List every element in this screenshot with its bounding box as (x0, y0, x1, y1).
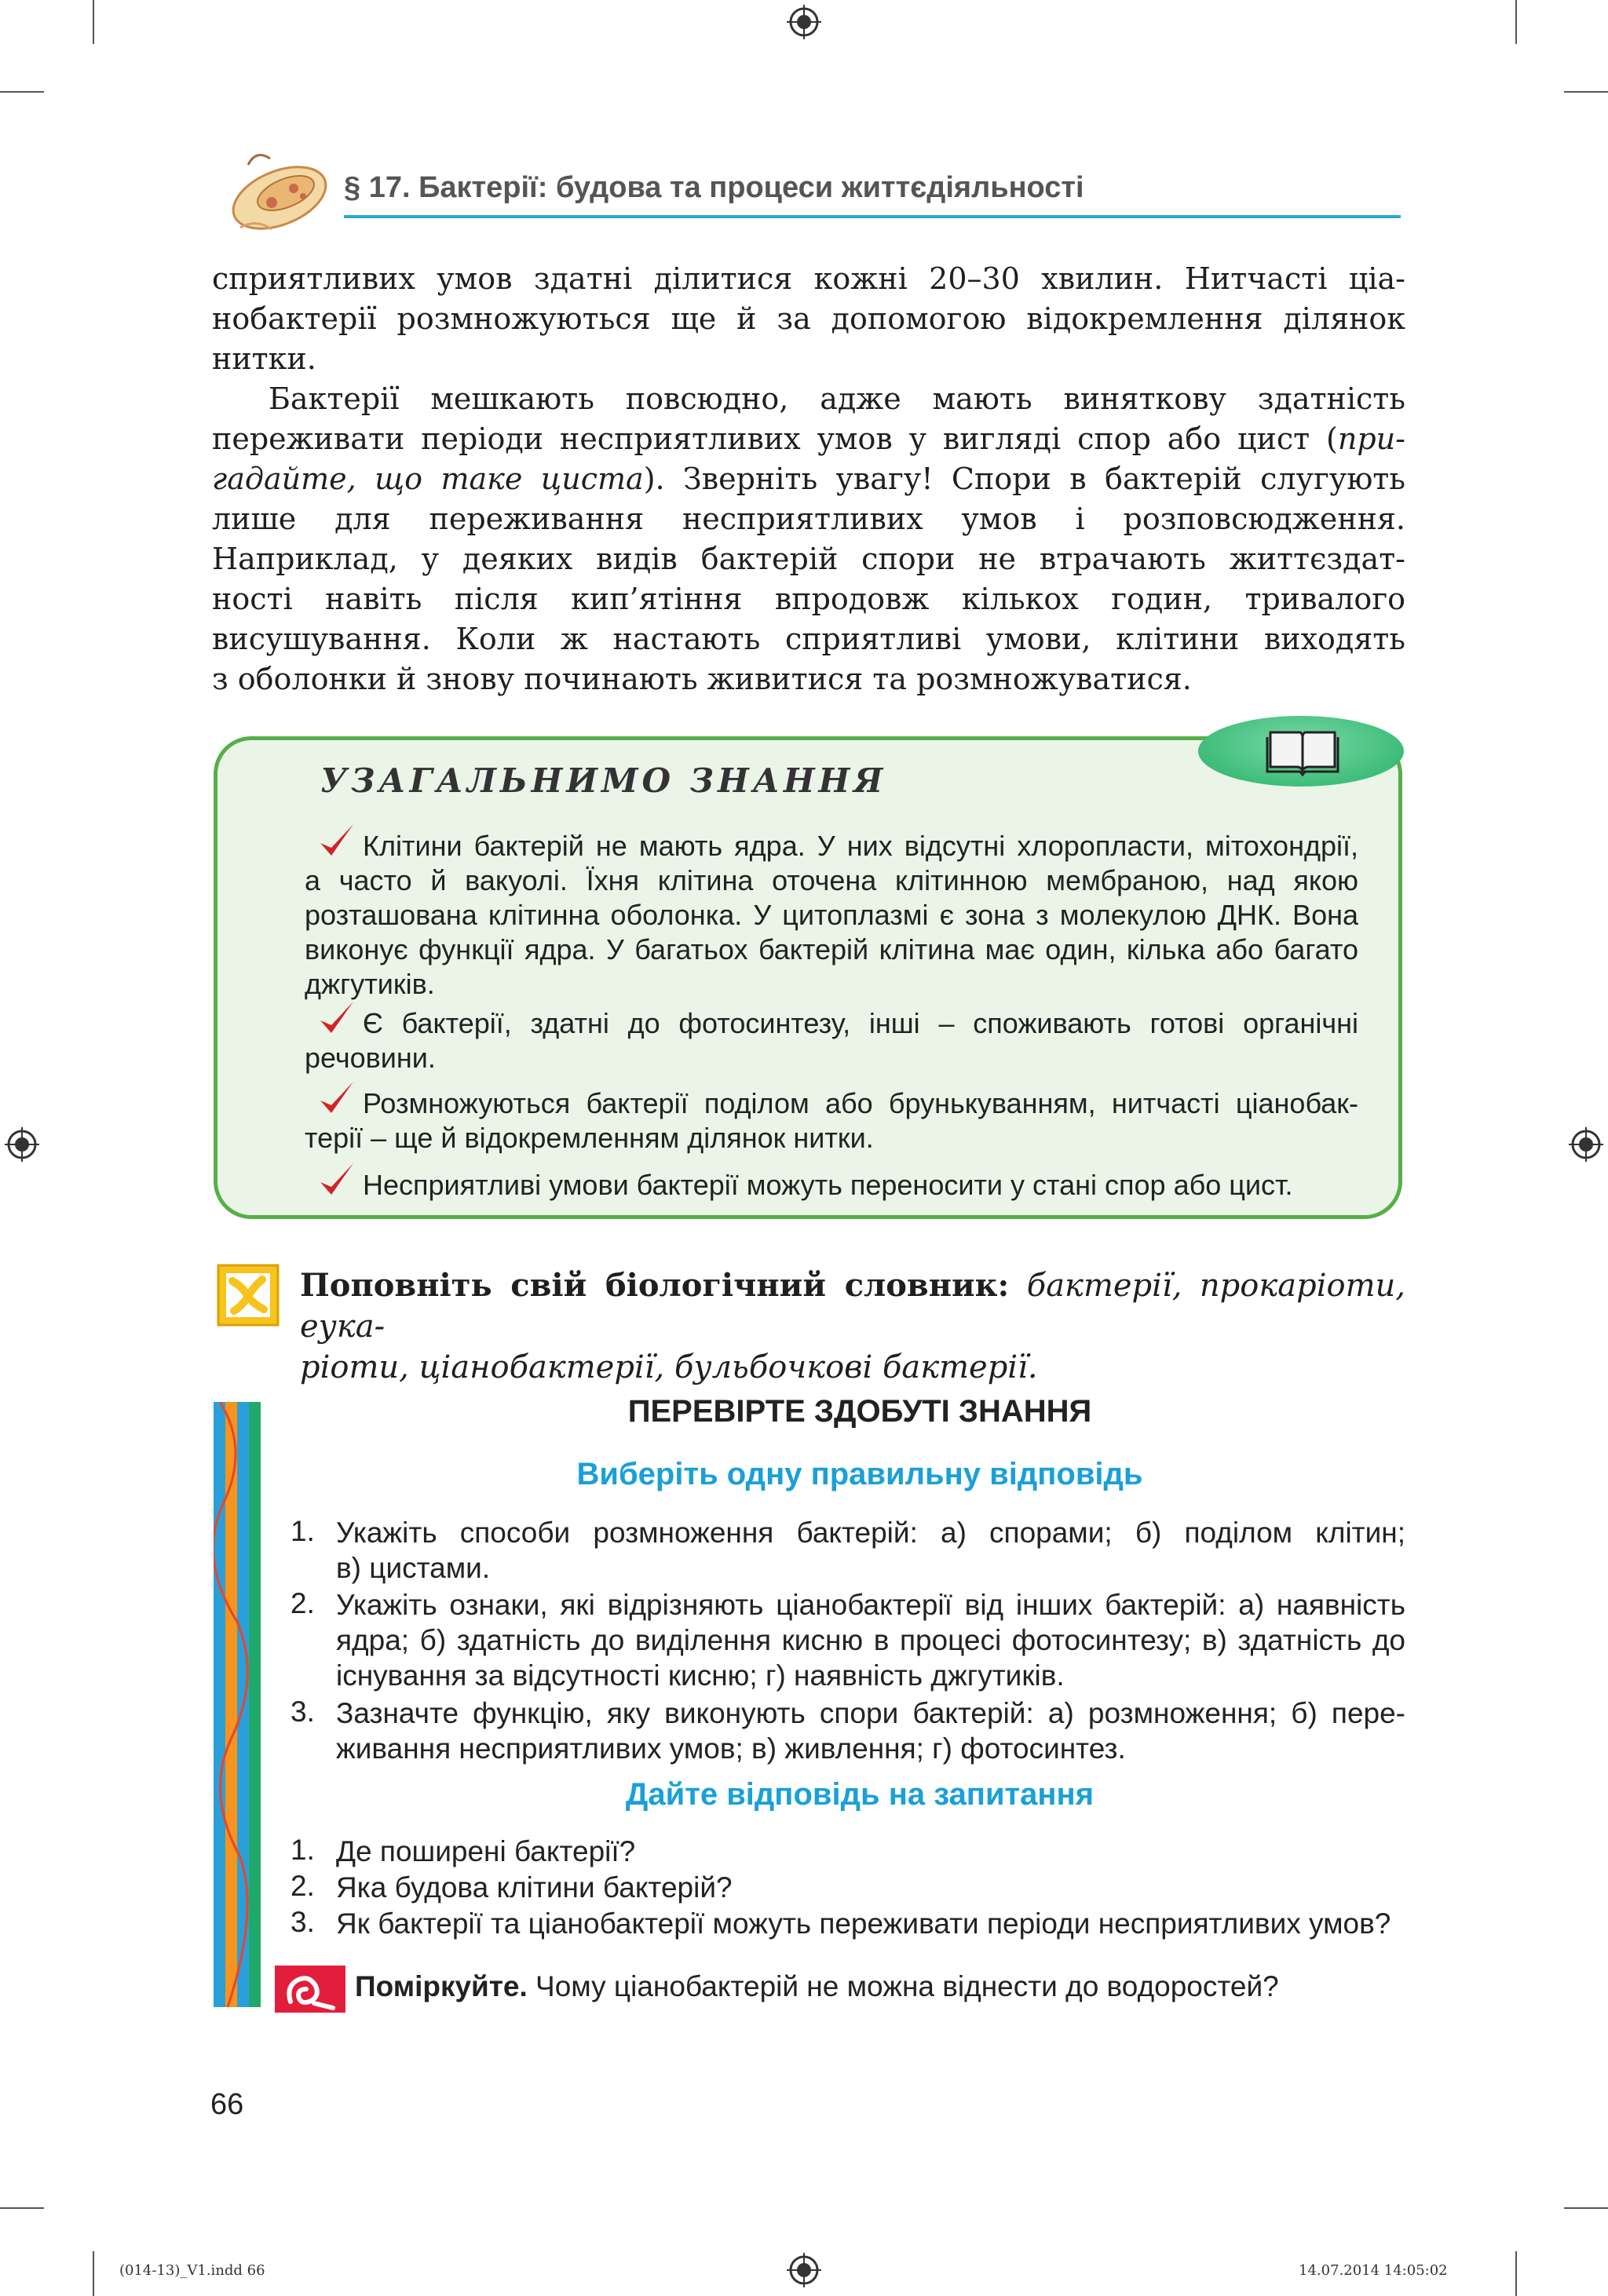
text-span: переживати періоди несприятливих умов у вигляді спор або цист ( (212, 422, 1338, 456)
summary-title: УЗАГАЛЬНИМО ЗНАННЯ (320, 761, 887, 800)
question-line: Де поширені бактерії? (336, 1835, 636, 1867)
checkmark-icon (317, 998, 356, 1038)
summary-item-line: джгутиків. (305, 968, 435, 1000)
registration-mark-icon (787, 2253, 821, 2287)
question-line: існування за відсутності кисню; г) наявність джгутиків. (336, 1659, 1065, 1692)
registration-mark-icon (787, 5, 821, 39)
paragraph-1 (212, 259, 1405, 379)
think-icon (275, 1962, 345, 2014)
crop-mark (1564, 2207, 1608, 2209)
summary-item-line: Несприятливі умови бактерії можуть переносити у стані спор або цист. (363, 1169, 1293, 1201)
dictionary-label: Поповніть свій біологічний словник: (300, 1267, 1010, 1304)
summary-item-line: терії – ще й відокремленням ділянок нитки. (305, 1122, 874, 1154)
footer-timestamp: 14.07.2014 14:05:02 (1299, 2262, 1448, 2279)
text-line: висушування. Коли ж настають сприятливі умови, клітини виходять (212, 622, 1405, 656)
crop-mark (1564, 91, 1608, 93)
text-line: ності навіть після кип’ятіння впродовж кількох годин, тривалого (212, 582, 1405, 616)
crop-mark (93, 2251, 94, 2296)
dictionary-icon (217, 1264, 280, 1327)
italic-span: при- (1337, 422, 1405, 456)
question-number: 2. (291, 1587, 315, 1619)
text-line: нитки. (212, 341, 316, 376)
crop-mark (1515, 2251, 1517, 2296)
text-line (300, 1265, 1405, 1347)
text-line (300, 1347, 1405, 1388)
question-line: Яка будова клітини бактерій? (336, 1871, 733, 1904)
question-line: живання несприятливих умов; в) живлення; г) фотосинтез. (336, 1732, 1126, 1765)
crop-mark (1515, 0, 1517, 44)
header-divider (344, 215, 1401, 218)
question-number: 1. (291, 1515, 315, 1547)
italic-span: гадайте, що таке циста (212, 462, 644, 496)
question-number: 2. (291, 1870, 315, 1902)
text-line: з оболонки й знову починають живитися та розмножуватися. (212, 662, 1192, 696)
question-line: Як бактерії та ціанобактерії можуть переживати періоди несприятливих умов? (336, 1907, 1391, 1940)
think-line (355, 1970, 1279, 2003)
paragraph-2 (212, 379, 1405, 699)
italic-span: бактерії, прокаріоти, еука- (300, 1268, 1405, 1345)
text-line: лише для переживання несприятливих умов і розповсюдження. (212, 502, 1405, 536)
summary-item-line: а часто й вакуолі. Їхня клітина оточена клітинною мембраною, над якою (305, 864, 1358, 896)
text-line (212, 459, 1405, 499)
summary-item-line: Є бактерії, здатні до фотосинтезу, інші – споживають готові органічні (363, 1007, 1358, 1039)
question-line: Зазначте функцію, яку виконують спори бактерій: а) розмноження; б) пере- (336, 1697, 1405, 1729)
check-section-title: ПЕРЕВІРТЕ ЗДОБУТІ ЗНАННЯ (627, 1394, 1092, 1429)
summary-item-line: виконує функції ядра. У багатьох бактерій клітина має один, кілька або багато (305, 933, 1358, 965)
summary-item-line: речовини. (305, 1042, 436, 1074)
text-line (212, 419, 1405, 459)
question-line: ядра; б) здатність до виділення кисню в процесі фотосинтезу; в) здатність до (336, 1624, 1405, 1656)
checkmark-icon (317, 821, 356, 860)
question-line: Укажіть ознаки, які відрізняють ціанобактерії від інших бактерій: а) наявність (336, 1589, 1405, 1621)
dictionary-text (300, 1265, 1405, 1388)
think-question: Чому ціанобактерій не можна віднести до водоростей? (527, 1970, 1279, 2002)
crop-mark (93, 0, 94, 44)
paramecium-illustration-icon (225, 141, 334, 243)
registration-mark-icon (1569, 1127, 1603, 1162)
text-line: Бактерії мешкають повсюдно, адже мають виняткову здатність (269, 381, 1405, 416)
question-line: в) цистами. (336, 1552, 491, 1584)
text-line: нобактерії розмножуються ще й за допомогою відокремлення ділянок (212, 301, 1405, 336)
footer-file-info: (014-13)_V1.indd 66 (119, 2262, 265, 2279)
text-line: Наприклад, у деяких видів бактерій спори не втрачають життєздат- (212, 542, 1405, 576)
italic-span: ріоти, ціанобактерії, бульбочкові бактерії. (300, 1349, 1038, 1385)
page-number: 66 (210, 2088, 244, 2121)
decorative-stripes (214, 1402, 261, 2007)
choose-heading: Виберіть одну правильну відповідь (576, 1457, 1143, 1491)
question-number: 1. (291, 1834, 315, 1866)
book-icon (1266, 726, 1339, 776)
question-number: 3. (291, 1696, 315, 1728)
summary-item-line: Розмножуються бактерії поділом або брунькуванням, нитчасті ціанобак- (363, 1087, 1358, 1119)
text-line: сприятливих умов здатні ділитися кожні 20–30 хвилин. Нитчасті ціа- (212, 261, 1405, 296)
question-number: 3. (291, 1906, 315, 1938)
summary-item-line: Клітини бактерій не мають ядра. У них відсутні хлоропласти, мітохондрії, (363, 830, 1358, 862)
question-line: Укажіть способи розмноження бактерій: а) спорами; б) поділом клітин; (336, 1517, 1405, 1549)
section-title: § 17. Бактерії: будова та процеси життєдіяльності (344, 171, 1084, 204)
think-label: Поміркуйте. (355, 1970, 528, 2002)
checkmark-icon (317, 1160, 356, 1199)
answer-heading: Дайте відповідь на запитання (625, 1777, 1095, 1812)
summary-item-line: розташована клітинна оболонка. У цитоплазмі є зона з молекулою ДНК. Вона (305, 899, 1358, 931)
registration-mark-icon (5, 1127, 39, 1162)
checkmark-icon (317, 1079, 356, 1118)
crop-mark (0, 91, 44, 93)
text-span: ). Зверніть увагу! Спори в бактерій слугують (643, 462, 1405, 496)
crop-mark (0, 2207, 44, 2209)
